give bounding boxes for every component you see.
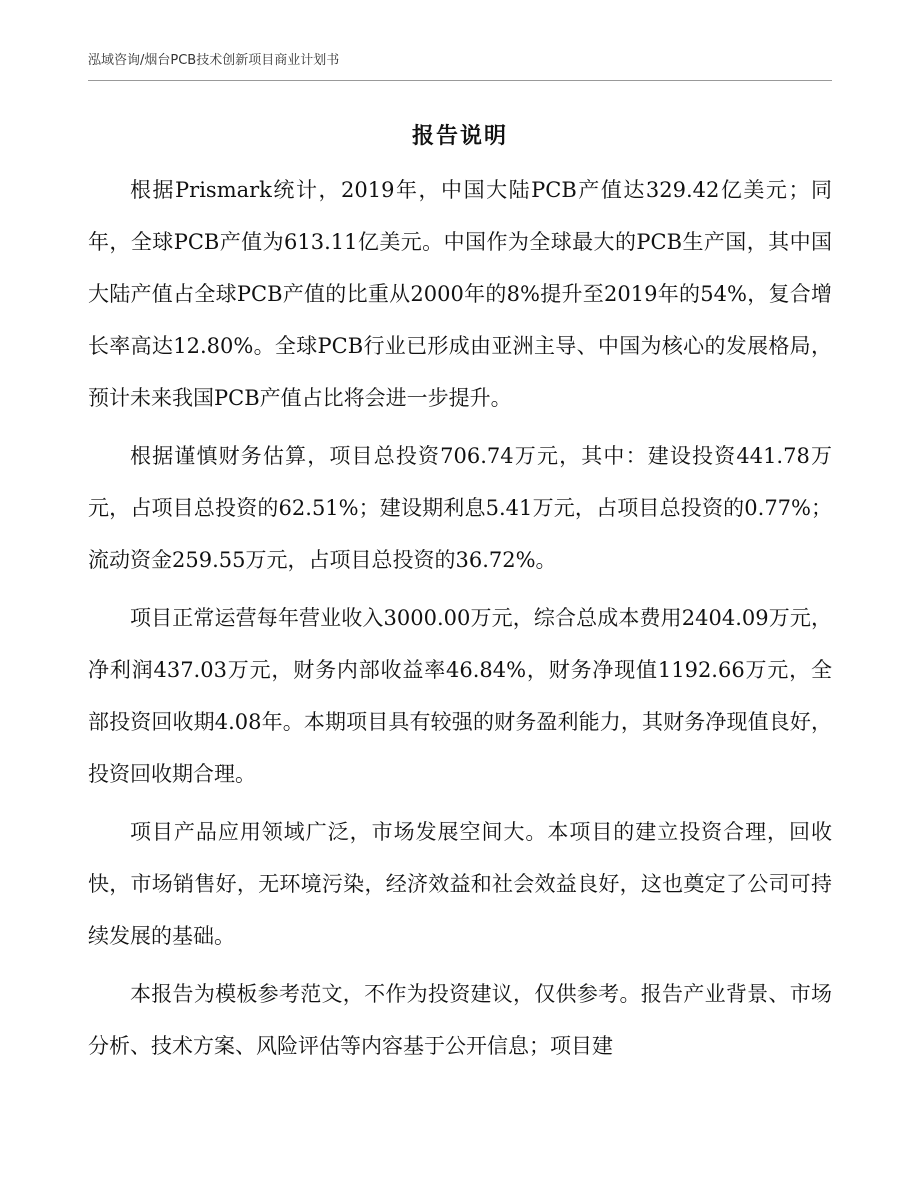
header-divider [88,80,832,81]
section-body [88,164,832,1078]
paragraph-prospects: 项目产品应用领域广泛，市场发展空间大。本项目的建立投资合理，回收快，市场销售好，无环境污染，经济效益和社会效益良好，这也奠定了公司可持续发展的基础。 [88,820,832,948]
paragraph-pcb-market: 根据Prismark统计，2019年，中国大陆PCB产值达329.42亿美元；同年，全球PCB产值为613.11亿美元。中国作为全球最大的PCB生产国，其中国大陆产值占全球PCB产值的比重从2000年的8%提升至2019年的54%，复合增长率高达12.80%。全球PCB行业已形成由亚洲主导、中国为核心的发展格局，预计未来我国PCB产值占比将会进一步提升。 [88,178,832,410]
paragraph-investment: 根据谨慎财务估算，项目总投资706.74万元，其中：建设投资441.78万元，占项目总投资的62.51%；建设期利息5.41万元，占项目总投资的0.77%；流动资金259.55万元，占项目总投资的36.72%。 [88,444,832,572]
paragraph-financials: 项目正常运营每年营业收入3000.00万元，综合总成本费用2404.09万元，净利润437.03万元，财务内部收益率46.84%，财务净现值1192.66万元，全部投资回收期4.08年。本期项目具有较强的财务盈利能力，其财务净现值良好，投资回收期合理。 [88,606,832,786]
paragraph-disclaimer: 本报告为模板参考范文，不作为投资建议，仅供参考。报告产业背景、市场分析、技术方案、风险评估等内容基于公开信息；项目建 [88,982,832,1058]
section-title: 报告说明 [411,123,508,149]
running-header: 泓域咨询/烟台PCB技术创新项目商业计划书 [88,53,340,68]
